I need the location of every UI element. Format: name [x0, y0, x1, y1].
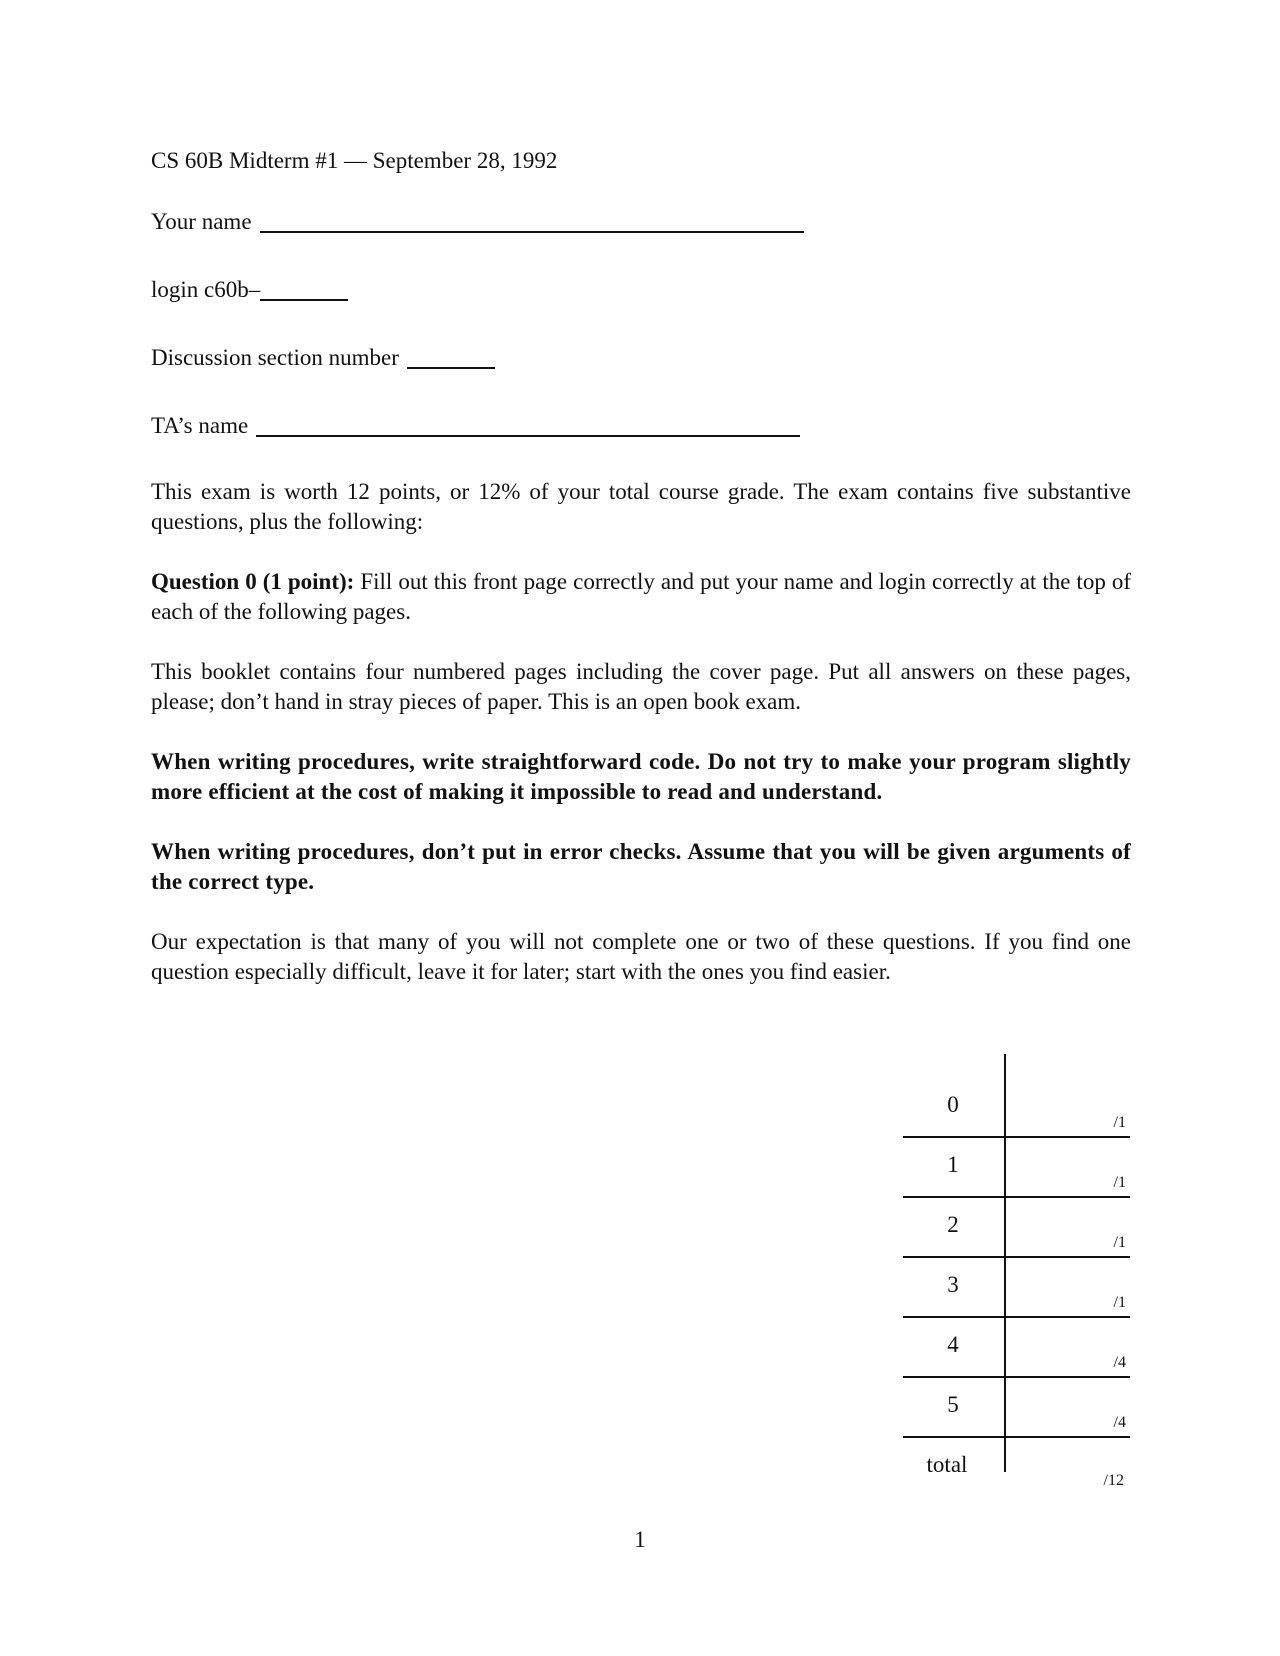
score-row-label: 0	[947, 1092, 959, 1117]
score-row-max: /4	[1113, 1354, 1126, 1371]
score-row-0	[903, 1078, 1130, 1138]
instruction-no-error-checks: When writing procedures, don’t put in error checks. Assume that you will be given arguments of the correct type.	[151, 839, 1131, 894]
score-row-total	[903, 1438, 1130, 1498]
name-label: Your name	[151, 209, 252, 234]
score-row-3	[903, 1258, 1130, 1318]
score-row-label: 2	[947, 1212, 959, 1237]
score-total-label: total	[926, 1452, 968, 1477]
booklet-paragraph: This booklet contains four numbered pages including the cover page. Put all answers on these pages, please; don’t hand in stray pieces of paper. This is an open book exam.	[151, 659, 1131, 714]
score-row-label: 5	[947, 1392, 959, 1417]
score-row-max: /1	[1113, 1234, 1126, 1251]
score-row-label: 3	[947, 1272, 959, 1297]
score-table	[903, 1078, 1130, 1498]
question-0-paragraph	[151, 567, 1131, 627]
section-blank[interactable]	[407, 345, 495, 369]
question-0-heading: Question 0 (1 point):	[151, 569, 355, 594]
section-field-row	[151, 341, 1131, 373]
exam-cover-page	[151, 146, 1131, 1017]
score-row-5	[903, 1378, 1130, 1438]
score-row-label: 1	[947, 1152, 959, 1177]
login-field-row	[151, 273, 1131, 305]
score-row-max: /4	[1113, 1414, 1126, 1431]
score-row-4	[903, 1318, 1130, 1378]
name-field-row	[151, 205, 1131, 237]
score-row-1	[903, 1138, 1130, 1198]
question-0-text: Fill out this front page correctly and put your name and login correctly at the top of each of the following pages.	[151, 569, 1131, 624]
login-blank[interactable]	[260, 277, 348, 301]
ta-label: TA’s name	[151, 413, 249, 438]
score-row-max: /1	[1113, 1114, 1126, 1131]
score-row-label: 4	[947, 1332, 959, 1357]
ta-blank[interactable]	[256, 413, 800, 437]
page-number: 1	[634, 1527, 646, 1552]
intro-paragraph: This exam is worth 12 points, or 12% of your total course grade. The exam contains five substantive questions, plus the following:	[151, 479, 1131, 534]
instruction-straightforward-code: When writing procedures, write straightforward code. Do not try to make your program slightly more efficient at the cost of making it impossible to read and understand.	[151, 749, 1131, 804]
name-blank[interactable]	[260, 209, 804, 233]
login-label: login c60b–	[151, 277, 261, 302]
section-label: Discussion section number	[151, 345, 399, 370]
expectation-paragraph: Our expectation is that many of you will not complete one or two of these questions. If you find one question especially difficult, leave it for later; start with the ones you find easier.	[151, 929, 1131, 984]
ta-field-row	[151, 409, 1131, 441]
score-total-max: /12	[1103, 1472, 1124, 1489]
score-row-max: /1	[1113, 1294, 1126, 1311]
score-row-max: /1	[1113, 1174, 1126, 1191]
exam-title: CS 60B Midterm #1 — September 28, 1992	[151, 148, 558, 173]
score-row-2	[903, 1198, 1130, 1258]
